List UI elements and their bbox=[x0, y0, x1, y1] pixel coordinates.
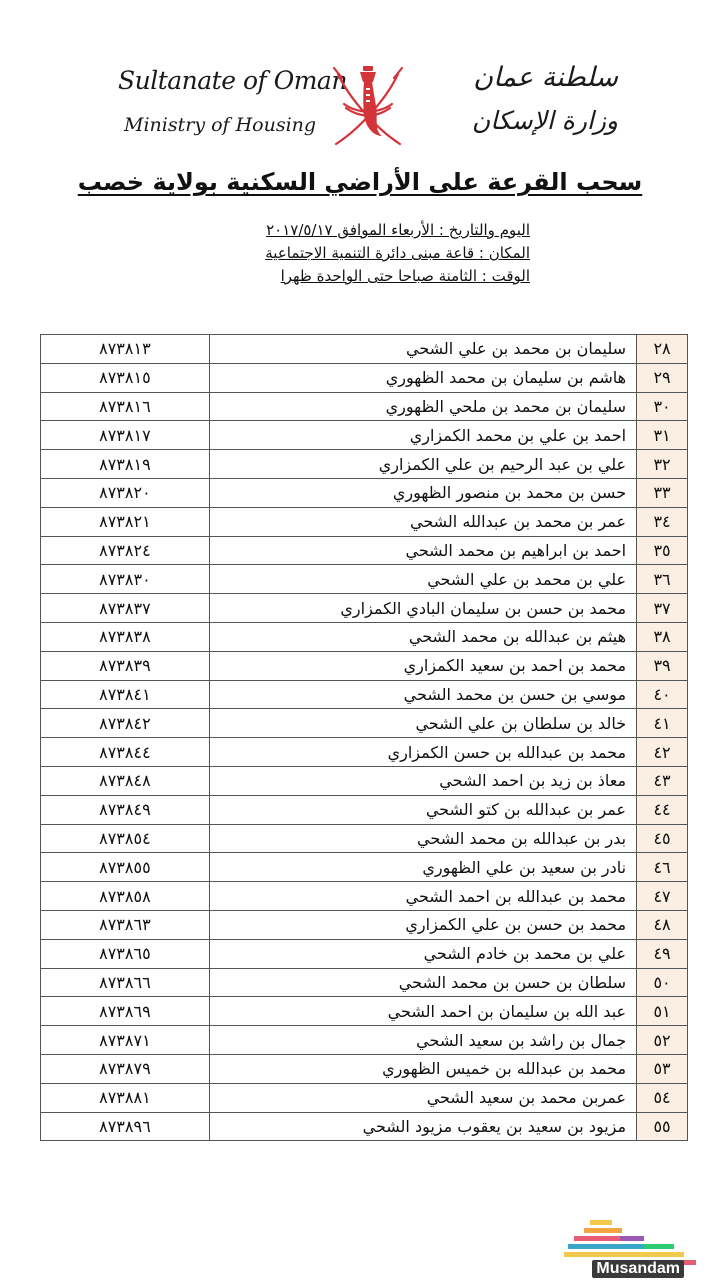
row-number: ٥٥ bbox=[637, 1112, 688, 1141]
row-number: ٤٦ bbox=[637, 853, 688, 882]
applicant-name: بدر بن عبدالله بن محمد الشحي bbox=[209, 824, 636, 853]
applicant-name: سليمان بن محمد بن ملحي الظهوري bbox=[209, 392, 636, 421]
application-number: ٨٧٣٨٣٨ bbox=[41, 622, 210, 651]
application-number: ٨٧٣٨٤٩ bbox=[41, 795, 210, 824]
application-number: ٨٧٣٨٦٩ bbox=[41, 997, 210, 1026]
application-number: ٨٧٣٨٣٩ bbox=[41, 651, 210, 680]
applicant-name: محمد بن احمد بن سعيد الكمزاري bbox=[209, 651, 636, 680]
applicant-name: عبد الله بن سليمان بن احمد الشحي bbox=[209, 997, 636, 1026]
applicant-name: محمد بن عبدالله بن حسن الكمزاري bbox=[209, 738, 636, 767]
table-row bbox=[41, 594, 688, 623]
application-number: ٨٧٣٨٤٢ bbox=[41, 709, 210, 738]
applicant-name: علي بن عبد الرحيم بن علي الكمزاري bbox=[209, 450, 636, 479]
row-number: ٤٨ bbox=[637, 910, 688, 939]
application-number: ٨٧٣٨٨١ bbox=[41, 1083, 210, 1112]
row-number: ٤١ bbox=[637, 709, 688, 738]
row-number: ٣٠ bbox=[637, 392, 688, 421]
application-number: ٨٧٣٨٢٤ bbox=[41, 536, 210, 565]
applicant-name: علي بن محمد بن علي الشحي bbox=[209, 565, 636, 594]
application-number: ٨٧٣٨٦٥ bbox=[41, 939, 210, 968]
row-number: ٢٩ bbox=[637, 363, 688, 392]
application-number: ٨٧٣٨١٥ bbox=[41, 363, 210, 392]
applicant-name: محمد بن حسن بن علي الكمزاري bbox=[209, 910, 636, 939]
table-row bbox=[41, 1026, 688, 1055]
applicant-name: سلطان بن حسن بن محمد الشحي bbox=[209, 968, 636, 997]
table-row bbox=[41, 968, 688, 997]
applicant-name: محمد بن عبدالله بن خميس الظهوري bbox=[209, 1054, 636, 1083]
row-number: ٤٣ bbox=[637, 766, 688, 795]
page-title: سحب القرعة على الأراضي السكنية بولاية خصب bbox=[77, 168, 643, 196]
applicant-name: معاذ بن زيد بن احمد الشحي bbox=[209, 766, 636, 795]
application-number: ٨٧٣٨٧١ bbox=[41, 1026, 210, 1055]
table-row bbox=[41, 1112, 688, 1141]
musandam-logo-icon bbox=[560, 1212, 720, 1280]
table-row bbox=[41, 507, 688, 536]
row-number: ٥٣ bbox=[637, 1054, 688, 1083]
applicant-name: محمد بن حسن بن سليمان البادي الكمزاري bbox=[209, 594, 636, 623]
row-number: ٤٤ bbox=[637, 795, 688, 824]
table-row bbox=[41, 882, 688, 911]
table-row bbox=[41, 421, 688, 450]
info-time: الوقت : الثامنة صباحا حتى الواحدة ظهرا bbox=[280, 267, 530, 285]
application-number: ٨٧٣٨٢٠ bbox=[41, 478, 210, 507]
row-number: ٤٥ bbox=[637, 824, 688, 853]
table-row bbox=[41, 910, 688, 939]
row-number: ٣٨ bbox=[637, 622, 688, 651]
row-number: ٤٠ bbox=[637, 680, 688, 709]
application-number: ٨٧٣٨١٩ bbox=[41, 450, 210, 479]
info-day-date: اليوم والتاريخ : الأربعاء الموافق ٢٠١٧/٥/١٧ bbox=[266, 221, 530, 239]
sultanate-name-ar: سلطنة عمان bbox=[473, 62, 618, 93]
table-row bbox=[41, 1054, 688, 1083]
row-number: ٣٧ bbox=[637, 594, 688, 623]
table-row bbox=[41, 1083, 688, 1112]
draw-results-table bbox=[40, 334, 688, 1141]
ministry-name-ar: وزارة الإسكان bbox=[471, 106, 618, 135]
application-number: ٨٧٣٨٤٤ bbox=[41, 738, 210, 767]
applicant-name: خالد بن سلطان بن علي الشحي bbox=[209, 709, 636, 738]
sultanate-name-en: Sultanate of Oman bbox=[118, 66, 347, 95]
applicant-name: موسي بن حسن بن محمد الشحي bbox=[209, 680, 636, 709]
applicant-name: عمر بن محمد بن عبدالله الشحي bbox=[209, 507, 636, 536]
row-number: ٣٤ bbox=[637, 507, 688, 536]
table-row bbox=[41, 997, 688, 1026]
application-number: ٨٧٣٨١٣ bbox=[41, 335, 210, 364]
applicant-name: عمر بن عبدالله بن كتو الشحي bbox=[209, 795, 636, 824]
watermark-text: Musandam bbox=[592, 1260, 684, 1278]
info-place: المكان : قاعة مبنى دائرة التنمية الاجتماعية bbox=[265, 244, 530, 262]
application-number: ٨٧٣٨٩٦ bbox=[41, 1112, 210, 1141]
applicant-name: محمد بن عبدالله بن احمد الشحي bbox=[209, 882, 636, 911]
application-number: ٨٧٣٨٦٣ bbox=[41, 910, 210, 939]
table-row bbox=[41, 939, 688, 968]
applicant-name: نادر بن سعيد بن علي الظهوري bbox=[209, 853, 636, 882]
row-number: ٣٢ bbox=[637, 450, 688, 479]
table-row bbox=[41, 651, 688, 680]
application-number: ٨٧٣٨٦٦ bbox=[41, 968, 210, 997]
table-row bbox=[41, 680, 688, 709]
row-number: ٣٩ bbox=[637, 651, 688, 680]
applicant-name: جمال بن راشد بن سعيد الشحي bbox=[209, 1026, 636, 1055]
table-row bbox=[41, 622, 688, 651]
table-row bbox=[41, 392, 688, 421]
table-row bbox=[41, 565, 688, 594]
application-number: ٨٧٣٨٤١ bbox=[41, 680, 210, 709]
applicant-name: هاشم بن سليمان بن محمد الظهوري bbox=[209, 363, 636, 392]
row-number: ٥٢ bbox=[637, 1026, 688, 1055]
row-number: ٢٨ bbox=[637, 335, 688, 364]
table-row bbox=[41, 738, 688, 767]
row-number: ٣١ bbox=[637, 421, 688, 450]
table-row bbox=[41, 766, 688, 795]
row-number: ٣٦ bbox=[637, 565, 688, 594]
application-number: ٨٧٣٨٣٠ bbox=[41, 565, 210, 594]
table-row bbox=[41, 824, 688, 853]
application-number: ٨٧٣٨١٧ bbox=[41, 421, 210, 450]
applicant-name: مزيود بن سعيد بن يعقوب مزيود الشحي bbox=[209, 1112, 636, 1141]
applicant-name: عمربن محمد بن سعيد الشحي bbox=[209, 1083, 636, 1112]
row-number: ٥٤ bbox=[637, 1083, 688, 1112]
applicant-name: سليمان بن محمد بن علي الشحي bbox=[209, 335, 636, 364]
application-number: ٨٧٣٨٧٩ bbox=[41, 1054, 210, 1083]
row-number: ٤٧ bbox=[637, 882, 688, 911]
application-number: ٨٧٣٨٢١ bbox=[41, 507, 210, 536]
application-number: ٨٧٣٨٥٨ bbox=[41, 882, 210, 911]
table-row bbox=[41, 795, 688, 824]
ministry-name-en: Ministry of Housing bbox=[124, 114, 317, 136]
row-number: ٣٣ bbox=[637, 478, 688, 507]
table-row bbox=[41, 536, 688, 565]
applicant-name: هيثم بن عبدالله بن محمد الشحي bbox=[209, 622, 636, 651]
oman-emblem-icon bbox=[330, 60, 406, 152]
row-number: ٥١ bbox=[637, 997, 688, 1026]
row-number: ٣٥ bbox=[637, 536, 688, 565]
application-number: ٨٧٣٨٥٤ bbox=[41, 824, 210, 853]
applicant-name: علي بن محمد بن خادم الشحي bbox=[209, 939, 636, 968]
table-row bbox=[41, 709, 688, 738]
application-number: ٨٧٣٨٤٨ bbox=[41, 766, 210, 795]
table-row bbox=[41, 335, 688, 364]
letterhead bbox=[0, 0, 720, 160]
row-number: ٤٢ bbox=[637, 738, 688, 767]
applicant-name: احمد بن ابراهيم بن محمد الشحي bbox=[209, 536, 636, 565]
table-row bbox=[41, 363, 688, 392]
table-row bbox=[41, 478, 688, 507]
row-number: ٤٩ bbox=[637, 939, 688, 968]
applicant-name: احمد بن علي بن محمد الكمزاري bbox=[209, 421, 636, 450]
application-number: ٨٧٣٨١٦ bbox=[41, 392, 210, 421]
application-number: ٨٧٣٨٣٧ bbox=[41, 594, 210, 623]
applicant-name: حسن بن محمد بن منصور الظهوري bbox=[209, 478, 636, 507]
application-number: ٨٧٣٨٥٥ bbox=[41, 853, 210, 882]
table-row bbox=[41, 450, 688, 479]
table-row bbox=[41, 853, 688, 882]
row-number: ٥٠ bbox=[637, 968, 688, 997]
